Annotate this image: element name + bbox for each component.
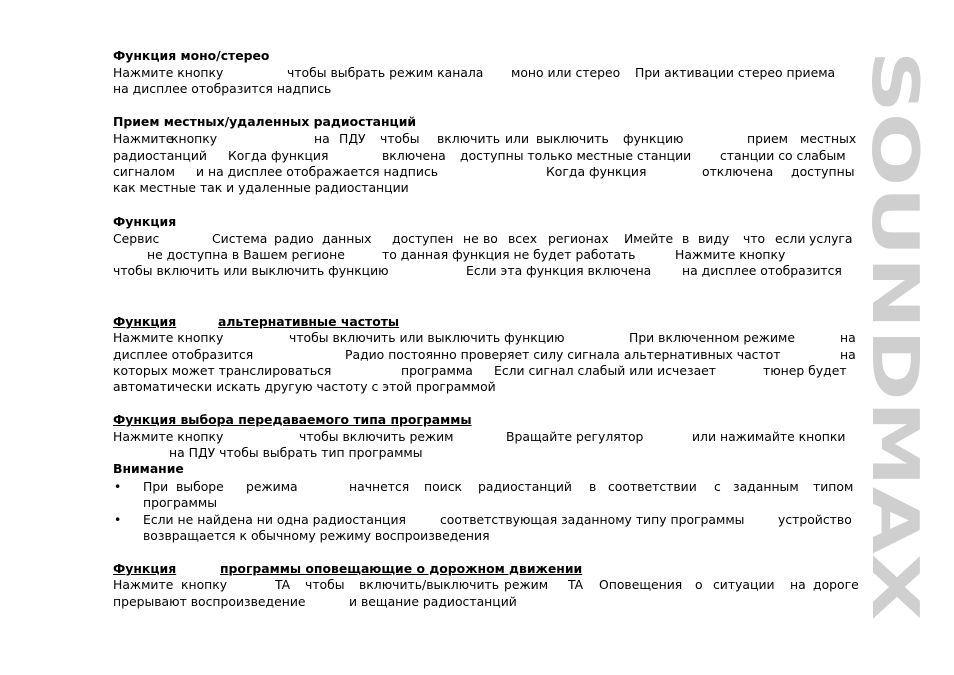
text-run: кнопку (171, 131, 218, 146)
bullet-icon: • (114, 479, 122, 494)
text-run: на (314, 131, 330, 146)
text-run: режим (504, 577, 549, 592)
text-run: Нажмите кнопку (675, 247, 786, 262)
text-run: заданным (733, 479, 799, 494)
text-run: чтобы (305, 577, 345, 592)
text-run: кнопку (181, 577, 228, 592)
text-run: или нажимайте кнопки (692, 429, 846, 444)
text-run: в (589, 479, 597, 494)
text-run: данных (322, 231, 372, 246)
text-run: дисплее отобразится (113, 347, 254, 362)
text-run: прерывают воспроизведение (113, 594, 306, 609)
text-run: местных (800, 131, 857, 146)
text-run: чтобы включить режим (299, 429, 454, 444)
text-run: начнется (349, 479, 410, 494)
text-run: чтобы включить или выключить функцию (113, 263, 389, 278)
text-run: Радио постоянно проверяет силу сигнала альтернативных частот (345, 347, 781, 362)
text-run: Нажмите (113, 577, 174, 592)
text-run: выключить (536, 131, 609, 146)
text-run: не доступна в Вашем регионе (147, 247, 345, 262)
text-run: Если эта функция включена (466, 263, 652, 278)
text-run: тюнер будет (763, 363, 847, 378)
list-item-line-2: возвращается к обычному режиму воспроизведения (143, 528, 490, 543)
text-run: Если не найдена ни одна радиостанция (143, 512, 406, 527)
text-run: доступны только местные станции (460, 148, 692, 163)
paragraph-local-dx-line-4: как местные так и удаленные радиостанции (113, 180, 409, 195)
text-run: TA (275, 577, 291, 592)
text-run: моно или стерео (511, 65, 621, 80)
heading-run: программы оповещающие о дорожном движении (220, 561, 583, 576)
text-run: ПДУ (339, 131, 366, 146)
text-run: радиостанций (478, 479, 572, 494)
text-run: доступен (392, 231, 454, 246)
bullet-icon: • (114, 512, 122, 527)
paragraph-mono-stereo-line-2: на дисплее отобразится надпись (113, 81, 332, 96)
text-run: включить (437, 131, 501, 146)
text-run: Нажмите кнопку (113, 65, 224, 80)
section-heading-pty: Функция выбора передаваемого типа программы (113, 412, 472, 427)
text-run: При активации стерео приема (635, 65, 836, 80)
text-run: на (790, 577, 806, 592)
text-run: чтобы (380, 131, 420, 146)
text-run: с (714, 479, 721, 494)
text-run: Если сигнал слабый или исчезает (494, 363, 717, 378)
text-run: регионах (548, 231, 609, 246)
text-run: Оповещения (599, 577, 683, 592)
text-run: или (505, 131, 530, 146)
text-run: включена (382, 148, 446, 163)
text-run: то данная функция не будет работать (382, 247, 636, 262)
text-run: радиостанций (113, 148, 207, 163)
heading-run: Функция (113, 314, 177, 329)
text-run: сигналом (113, 164, 175, 179)
text-run: Нажмите кнопку (113, 330, 224, 345)
text-run: радио (274, 231, 314, 246)
text-run: Когда функция (228, 148, 329, 163)
text-run: что (743, 231, 766, 246)
text-run: соответствии (608, 479, 697, 494)
text-run: режима (246, 479, 298, 494)
text-run: типом (813, 479, 854, 494)
heading-run: Функция (113, 561, 177, 576)
text-run: выборе (176, 479, 224, 494)
text-run: и на дисплее отображается надпись (196, 164, 439, 179)
text-run: включить/выключить (359, 577, 500, 592)
text-run: Сервис (113, 231, 160, 246)
text-run: отключена (702, 164, 774, 179)
text-run: если (775, 231, 806, 246)
text-run: доступны (791, 164, 855, 179)
text-run: во (483, 231, 498, 246)
text-run: чтобы выбрать режим канала (287, 65, 484, 80)
text-run: Имейте (624, 231, 674, 246)
brand-logo-text: SOUNDMAX (857, 50, 931, 473)
brand-logo-graphic (857, 48, 931, 623)
section-heading-local-dx: Прием местных/удаленных радиостанций (113, 114, 417, 129)
text-run: При (143, 479, 169, 494)
section-heading-rds: Функция (113, 214, 177, 229)
text-run: которых может транслироваться (113, 363, 332, 378)
attention-heading: Внимание (113, 461, 184, 476)
text-run: поиск (424, 479, 463, 494)
text-run: станции со слабым (720, 148, 846, 163)
section-heading-mono-stereo: Функция моно/стерео (113, 48, 270, 63)
text-run: соответствующая заданному типу программы (440, 512, 745, 527)
text-run: функцию (623, 131, 684, 146)
text-run: программа (401, 363, 473, 378)
text-run: устройство (778, 512, 852, 527)
text-run: чтобы включить или выключить функцию (289, 330, 565, 345)
text-run: прием (747, 131, 788, 146)
text-run: При включенном режиме (629, 330, 795, 345)
text-run: дороге (813, 577, 859, 592)
text-run: на (840, 330, 856, 345)
text-run: услуга (809, 231, 853, 246)
text-run: Нажмите кнопку (113, 429, 224, 444)
list-item-line-2: программы (143, 495, 217, 510)
text-run: Когда функция (546, 164, 647, 179)
text-run: о (695, 577, 703, 592)
text-run: на (840, 347, 856, 362)
text-run: и вещание радиостанций (349, 594, 517, 609)
text-run: в (682, 231, 690, 246)
brand-logo (857, 48, 931, 623)
text-run: на дисплее отобразится (682, 263, 842, 278)
text-run: Нажмите (113, 131, 174, 146)
paragraph-pty-line-2: на ПДУ чтобы выбрать тип программы (169, 445, 423, 460)
text-run: ситуации (713, 577, 775, 592)
text-run: Вращайте регулятор (506, 429, 644, 444)
text-run: TA (568, 577, 584, 592)
paragraph-af-line-4: автоматически искать другую частоту с этой программой (113, 379, 496, 394)
heading-run: альтернативные частоты (218, 314, 400, 329)
text-run: виду (698, 231, 730, 246)
text-run: всех (508, 231, 538, 246)
text-run: Система (212, 231, 268, 246)
text-run: не (463, 231, 479, 246)
